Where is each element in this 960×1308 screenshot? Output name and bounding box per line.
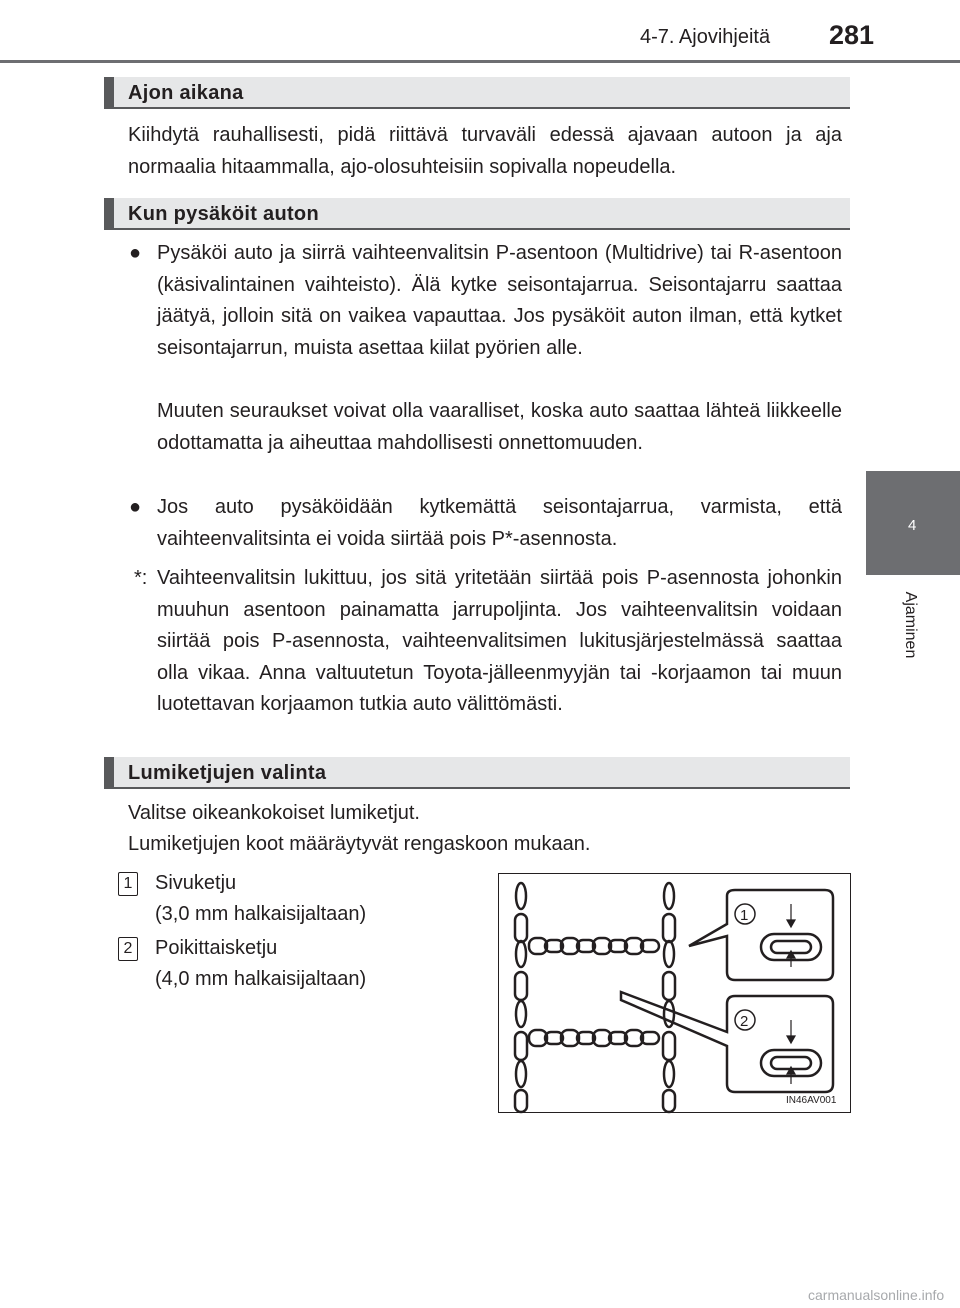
chains-heading-text: Lumiketjujen valinta xyxy=(128,762,327,784)
item-2-name: Poikittaisketju xyxy=(155,937,278,959)
footnote-marker: *: xyxy=(134,567,148,589)
driving-heading-text: Ajon aikana xyxy=(128,82,244,104)
driving-text: Kiihdytä rauhallisesti, pidä riittävä turvaväli edessä ajavaan autoon ja aja normaalia hitaammalla, ajo-olosuhteisiin sopivalla nopeudella. xyxy=(128,124,842,178)
snow-chain-illustration xyxy=(499,874,852,1114)
item-2-detail: (4,0 mm halkaisijaltaan) xyxy=(155,968,367,990)
parking-bullet-1-extra: Muuten seuraukset voivat olla vaaralliset, koska auto saattaa lähteä liikkeelle odottamatta ja aiheuttaa mahdollisesti onnettomuuden. xyxy=(157,400,842,454)
heading-bar xyxy=(104,77,114,107)
bullet-icon: ● xyxy=(129,496,142,518)
heading-bar xyxy=(104,198,114,228)
chains-line-1: Valitse oikeankokoiset lumiketjut. xyxy=(128,802,420,824)
item-number-2: 2 xyxy=(118,937,138,961)
bullet-icon: ● xyxy=(129,242,142,264)
parking-bullet-1: Pysäköi auto ja siirrä vaihteenvalitsin P-asentoon (Multidrive) tai R-asentoon (käsivalintainen vaihteisto). Älä kytke seisontajarrua. Seisontajarru saattaa jäätyä, jolloin sitä on vaikea vapauttaa. Jos pysäköit auton ilman, että kytket seisontajarrun, muista asettaa kiilat pyörien alle. xyxy=(157,242,842,359)
chapter-number: 4 xyxy=(908,517,917,534)
heading-bar xyxy=(104,757,114,787)
parking-heading xyxy=(104,198,850,230)
parking-bullet-2: Jos auto pysäköidään kytkemättä seisontajarrua, varmista, että vaihteenvalitsinta ei voida siirtää pois P*-asennosta. xyxy=(157,496,842,550)
chains-heading xyxy=(104,757,850,789)
section-title: 4-7. Ajovihjeitä xyxy=(640,26,771,48)
item-1-detail: (3,0 mm halkaisijaltaan) xyxy=(155,903,367,925)
item-number-1: 1 xyxy=(118,872,138,896)
callout-1-label: 1 xyxy=(740,907,749,924)
parking-heading-text: Kun pysäköit auton xyxy=(128,203,319,225)
driving-heading xyxy=(104,77,850,109)
watermark: carmanualsonline.info xyxy=(808,1287,945,1303)
callout-2-label: 2 xyxy=(740,1013,749,1030)
chapter-title-text: Ajaminen xyxy=(902,591,919,659)
page-number: 281 xyxy=(829,20,875,50)
item-1-name: Sivuketju xyxy=(155,872,237,894)
chapter-title xyxy=(900,580,920,670)
snow-chain-figure xyxy=(498,873,851,1113)
header-rule xyxy=(0,60,960,63)
parking-footnote: Vaihteenvalitsin lukittuu, jos sitä yritetään siirtää pois P-asennosta johonkin muuhun asentoon painamatta jarrupoljinta. Jos vaihteenvalitsin voidaan siirtää pois P-asennosta, vaihteenvalitsimen lukitusjärjestelmässä saattaa olla vikaa. Anna valtuutetun Toyota-jälleenmyyjän tai -korjaamon tai muun luotettavan korjaamon tutkia auto välittömästi. xyxy=(157,567,842,715)
chains-line-2: Lumiketjujen koot määräytyvät rengaskoon mukaan. xyxy=(128,833,591,855)
figure-code: IN46AV001 xyxy=(786,1095,837,1106)
